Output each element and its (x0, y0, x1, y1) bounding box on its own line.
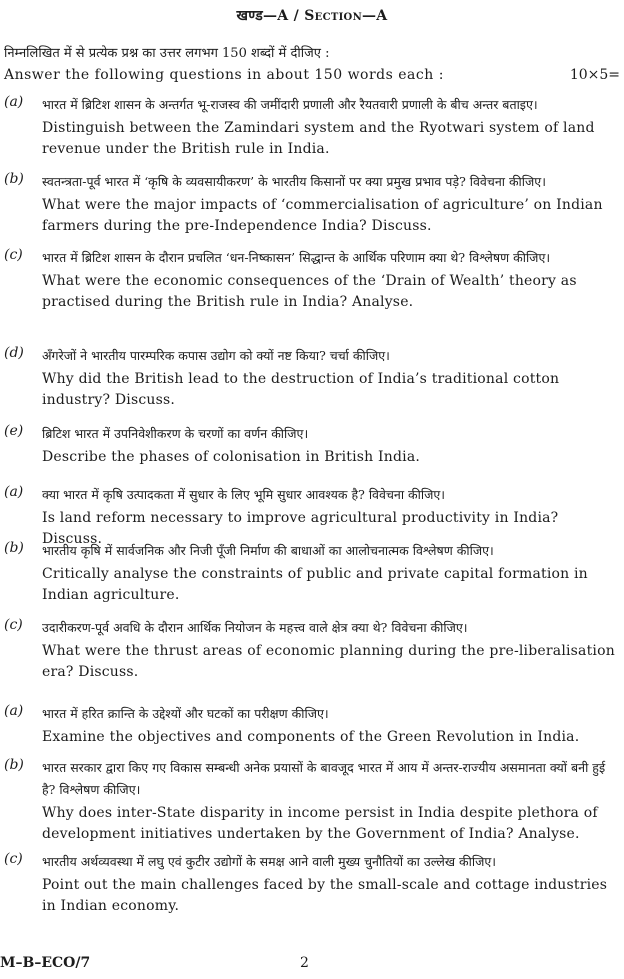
paper-code: M–B–ECO/7 (0, 955, 91, 971)
instruction-hindi: निम्नलिखित में से प्रत्येक प्रश्न का उत्तर लगभग 150 शब्दों में दीजिए : (4, 46, 330, 61)
question-label: (d) (4, 345, 24, 361)
question-text-english: Critically analyse the constraints of public and private capital formation in Indian agriculture. (42, 566, 588, 603)
question-text-english: Examine the objectives and components of the Green Revolution in India. (42, 729, 580, 745)
section-header-separator: / (288, 8, 305, 24)
question-text-hindi: क्या भारत में कृषि उत्पादकता में सुधार के लिए भूमि सुधार आवश्यक है? विवेचना कीजिए। (42, 487, 446, 502)
question-label: (c) (4, 247, 23, 263)
question-label: (a) (4, 484, 24, 500)
question-1c (4, 247, 622, 313)
question-label: (c) (4, 617, 23, 633)
marks-allocation: 10×5= (569, 67, 620, 83)
question-label: (b) (4, 757, 24, 773)
question-text-english: What were the major impacts of ‘commercialisation of agriculture’ on Indian farmers during the pre-Independence India? Discuss. (42, 197, 603, 234)
page-number: 2 (300, 955, 309, 971)
question-text-english: What were the economic consequences of the ‘Drain of Wealth’ theory as practised during the British rule in India? Analyse. (42, 273, 577, 310)
question-text-hindi: उदारीकरण-पूर्व अवधि के दौरान आर्थिक नियोजन के महत्त्व वाले क्षेत्र क्या थे? विवेचना कीजिए। (42, 620, 468, 635)
question-text-hindi: ब्रिटिश भारत में उपनिवेशीकरण के चरणों का वर्णन कीजिए। (42, 426, 309, 441)
question-text-hindi: भारतीय अर्थव्यवस्था में लघु एवं कुटीर उद्योगों के समक्ष आने वाली मुख्य चुनौतियों का उल्लेख कीजिए। (42, 854, 497, 869)
section-header-hindi: खण्ड—A (236, 8, 289, 24)
question-text-english: Describe the phases of colonisation in British India. (42, 449, 421, 465)
question-1b (4, 171, 622, 237)
question-text-english: Distinguish between the Zamindari system and the Ryotwari system of land revenue under the British rule in India. (42, 120, 595, 157)
question-label: (b) (4, 540, 24, 556)
question-text-hindi: अँगरेजों ने भारतीय पारम्परिक कपास उद्योग को क्यों नष्ट किया? चर्चा कीजिए। (42, 348, 390, 363)
question-text-hindi: भारत में ब्रिटिश शासन के अन्तर्गत भू-राजस्व की जमींदारी प्रणाली और रैयतवारी प्रणाली के बीच अन्तर बताइए। (42, 97, 538, 112)
question-label: (a) (4, 703, 24, 719)
question-text-english: What were the thrust areas of economic planning during the pre-liberalisation era? Discuss. (42, 643, 615, 680)
question-text-hindi: भारत सरकार द्वारा किए गए विकास सम्बन्धी अनेक प्रयासों के बावजूद भारत में आय में अन्तर-राज्यीय असमानता क्यों बनी हुई है? विश्लेषण कीजिए। (42, 760, 606, 797)
question-text-english: Point out the main challenges faced by the small-scale and cottage industries in Indian economy. (42, 877, 608, 914)
question-text-hindi: भारतीय कृषि में सार्वजनिक और निजी पूँजी निर्माण की बाधाओं का आलोचनात्मक विश्लेषण कीजिए। (42, 543, 494, 558)
question-text-english: Why did the British lead to the destruction of India’s traditional cotton industry? Discuss. (42, 371, 560, 408)
question-1d (4, 345, 622, 411)
question-text-english: Why does inter-State disparity in income persist in India despite plethora of development initiatives undertaken by the Government of India? Analyse. (42, 805, 598, 842)
section-header-english: Section—A (304, 8, 388, 24)
question-text-hindi: स्वतन्त्रता-पूर्व भारत में ‘कृषि के व्यवसायीकरण’ के भारतीय किसानों पर क्या प्रमुख प्रभाव पड़े? विवेचना कीजिए। (42, 174, 546, 189)
section-header (0, 6, 624, 25)
question-label: (a) (4, 94, 24, 110)
question-2b (4, 540, 622, 606)
question-1a (4, 94, 622, 160)
question-3c (4, 851, 622, 917)
question-1e (4, 423, 622, 468)
question-text-english: Is land reform necessary to improve agricultural productivity in India? Discuss. (42, 510, 559, 547)
question-text-hindi: भारत में ब्रिटिश शासन के दौरान प्रचलित ‘धन-निष्कासन’ सिद्धान्त के आर्थिक परिणाम क्या थे? विश्लेषण कीजिए। (42, 250, 551, 265)
instruction-english: Answer the following questions in about 150 words each : (4, 67, 444, 83)
question-3b (4, 757, 622, 845)
question-label: (e) (4, 423, 24, 439)
question-label: (b) (4, 171, 24, 187)
question-text-hindi: भारत में हरित क्रान्ति के उद्देश्यों और घटकों का परीक्षण कीजिए। (42, 706, 329, 721)
question-2c (4, 617, 622, 683)
question-3a (4, 703, 622, 748)
question-label: (c) (4, 851, 23, 867)
